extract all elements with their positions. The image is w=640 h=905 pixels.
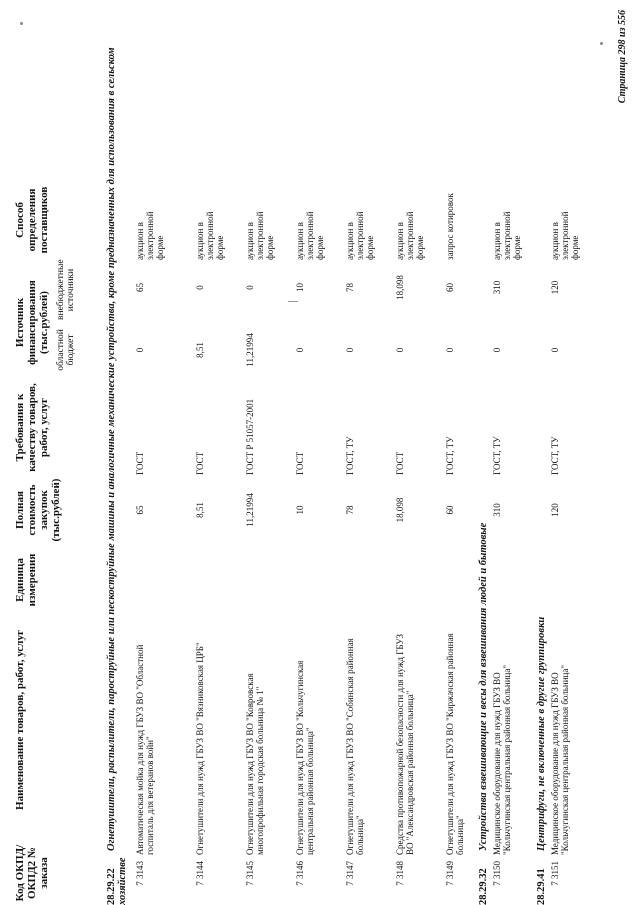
- row-requirements: ГОСТ: [295, 451, 305, 475]
- row-requirements: ГОСТ: [135, 451, 145, 475]
- section-code: 28.29.22: [106, 868, 117, 905]
- row-code: 7 3147: [345, 861, 355, 886]
- row-total: 10: [295, 505, 305, 515]
- row-regional: 0: [492, 347, 502, 353]
- table-row: [445, 0, 477, 905]
- table-row: [345, 0, 377, 905]
- row-regional: 8,51: [195, 342, 205, 358]
- row-code: 7 3151: [550, 861, 560, 886]
- section-code: 28.29.32: [478, 868, 489, 905]
- row-code: 7 3148: [395, 861, 405, 886]
- row-name: Огнетушители для нужд ГБУЗ ВО "Вязниковская ЦРБ": [195, 642, 205, 855]
- row-external: 18,098: [395, 275, 405, 300]
- row-regional: 0: [550, 347, 560, 353]
- row-regional: 0: [135, 347, 145, 353]
- row-total: 65: [135, 505, 145, 515]
- header-requirements: Требования к качеству товаров, работ, услуг: [14, 383, 50, 472]
- row-total: 120: [550, 503, 560, 517]
- scan-speck: [20, 22, 23, 25]
- row-code: 7 3149: [445, 861, 455, 886]
- section-title: Огнетушители, распылители, пароструйные или пескоструйные машины и аналогичные механические устройства, кроме предназначенных для использования в сельском хозяйстве: [106, 47, 128, 905]
- header-method: Способ определения поставщиков: [14, 186, 50, 254]
- row-total: 60: [445, 505, 455, 515]
- table-row: [245, 0, 277, 905]
- row-method: запрос котировок: [445, 193, 455, 260]
- row-external: 65: [135, 283, 145, 292]
- row-external: 60: [445, 283, 455, 292]
- section-heading: [478, 5, 489, 905]
- row-name: Медицинское оборудование для нужд ГБУЗ ВО "Кольчугинская центральная районная больница": [492, 664, 512, 855]
- row-regional: 0: [445, 347, 455, 353]
- row-total: 11,21994: [245, 493, 255, 527]
- table-row: [395, 0, 427, 905]
- row-name: Огнетушители для нужд ГБУЗ ВО "Киржачская районная больница": [445, 633, 465, 855]
- row-requirements: ГОСТ: [395, 451, 405, 475]
- section-title: Устройства взвешивающие и весы для взвешивания людей и бытовые: [478, 522, 489, 851]
- section-code: 28.29.41: [536, 868, 547, 905]
- row-method: аукцион в электронной форме: [135, 211, 165, 260]
- table-row: [550, 0, 582, 905]
- row-external: 10: [295, 283, 305, 292]
- row-code: 7 3150: [492, 861, 502, 886]
- row-name: Автоматическая мойка для нужд ГБУЗ ВО "Областной госпиталь для ветеранов войн": [135, 644, 155, 855]
- section-heading: [536, 5, 547, 905]
- header-source-external: внебюджетные источники: [56, 259, 76, 320]
- header-source: Источник финансирования (тыс.рублей): [14, 280, 50, 365]
- table-row: [295, 0, 327, 905]
- row-external: 310: [492, 280, 502, 295]
- section-title: Центрифуги, не включенные в другие группировки: [536, 616, 547, 851]
- row-method: аукцион в электронной форме: [295, 211, 325, 260]
- row-method: аукцион в электронной форме: [395, 211, 425, 260]
- row-name: Огнетушители для нужд ГБУЗ ВО "Ковровская многопрофильная городская больница № 1": [245, 673, 265, 855]
- header-total: Полная стоимость закупок (тыс.рублей): [14, 478, 62, 542]
- row-code: 7 3146: [295, 861, 305, 886]
- row-code: 7 3144: [195, 861, 205, 886]
- row-total: 8,51: [195, 502, 205, 518]
- row-regional: 0: [395, 347, 405, 353]
- row-method: аукцион в электронной форме: [550, 211, 580, 260]
- row-code: 7 3143: [135, 861, 145, 886]
- row-total: 18,098: [395, 497, 405, 523]
- header-code: Код ОКПД/ ОКПД2 № заказа: [14, 844, 50, 902]
- table-row: [195, 0, 227, 905]
- row-requirements: ГОСТ, ТУ: [492, 436, 502, 475]
- table-row: [492, 0, 524, 905]
- row-code: 7 3145: [245, 861, 255, 886]
- row-total: 78: [345, 505, 355, 515]
- row-name: Средства противопожарной безопасности для нужд ГБУЗ ВО "Александровская районная больница": [395, 633, 415, 855]
- page-number: Страница 298 из 556: [617, 10, 628, 104]
- row-external: 120: [550, 280, 560, 295]
- row-requirements: ГОСТ: [195, 451, 205, 475]
- header-source-regional: областной бюджет: [56, 329, 76, 371]
- row-name: Огнетушители для нужд ГБУЗ ВО "Собинская районная больница": [345, 638, 365, 855]
- row-requirements: ГОСТ, ТУ: [445, 436, 455, 475]
- row-method: аукцион в электронной форме: [195, 211, 225, 260]
- row-regional: 0: [295, 347, 305, 353]
- header-name: Наименование товаров, работ, услуг: [14, 630, 26, 810]
- scan-speck: [600, 42, 603, 45]
- row-method: аукцион в электронной форме: [245, 211, 275, 260]
- row-requirements: ГОСТ, ТУ: [550, 436, 560, 475]
- row-method: аукцион в электронной форме: [492, 211, 522, 260]
- row-method: аукцион в электронной форме: [345, 211, 375, 260]
- row-requirements: ГОСТ Р 51057-2001: [245, 398, 255, 475]
- row-external: 78: [345, 283, 355, 292]
- row-requirements: ГОСТ, ТУ: [345, 436, 355, 475]
- header-unit: Единица измерения: [14, 553, 38, 607]
- row-external: 0: [245, 285, 255, 290]
- table-row: [135, 0, 167, 905]
- row-external: 0: [195, 285, 205, 290]
- scan-mark: [288, 301, 298, 302]
- row-name: Огнетушители для нужд ГБУЗ ВО "Кольчугинская центральная районная больница": [295, 660, 315, 855]
- row-regional: 11,21994: [245, 333, 255, 367]
- row-name: Медицинское оборудование для нужд ГБУЗ ВО "Кольчугинская центральная районная больница": [550, 664, 570, 855]
- row-regional: 0: [345, 347, 355, 353]
- section-heading: [106, 5, 128, 905]
- row-total: 310: [492, 503, 502, 517]
